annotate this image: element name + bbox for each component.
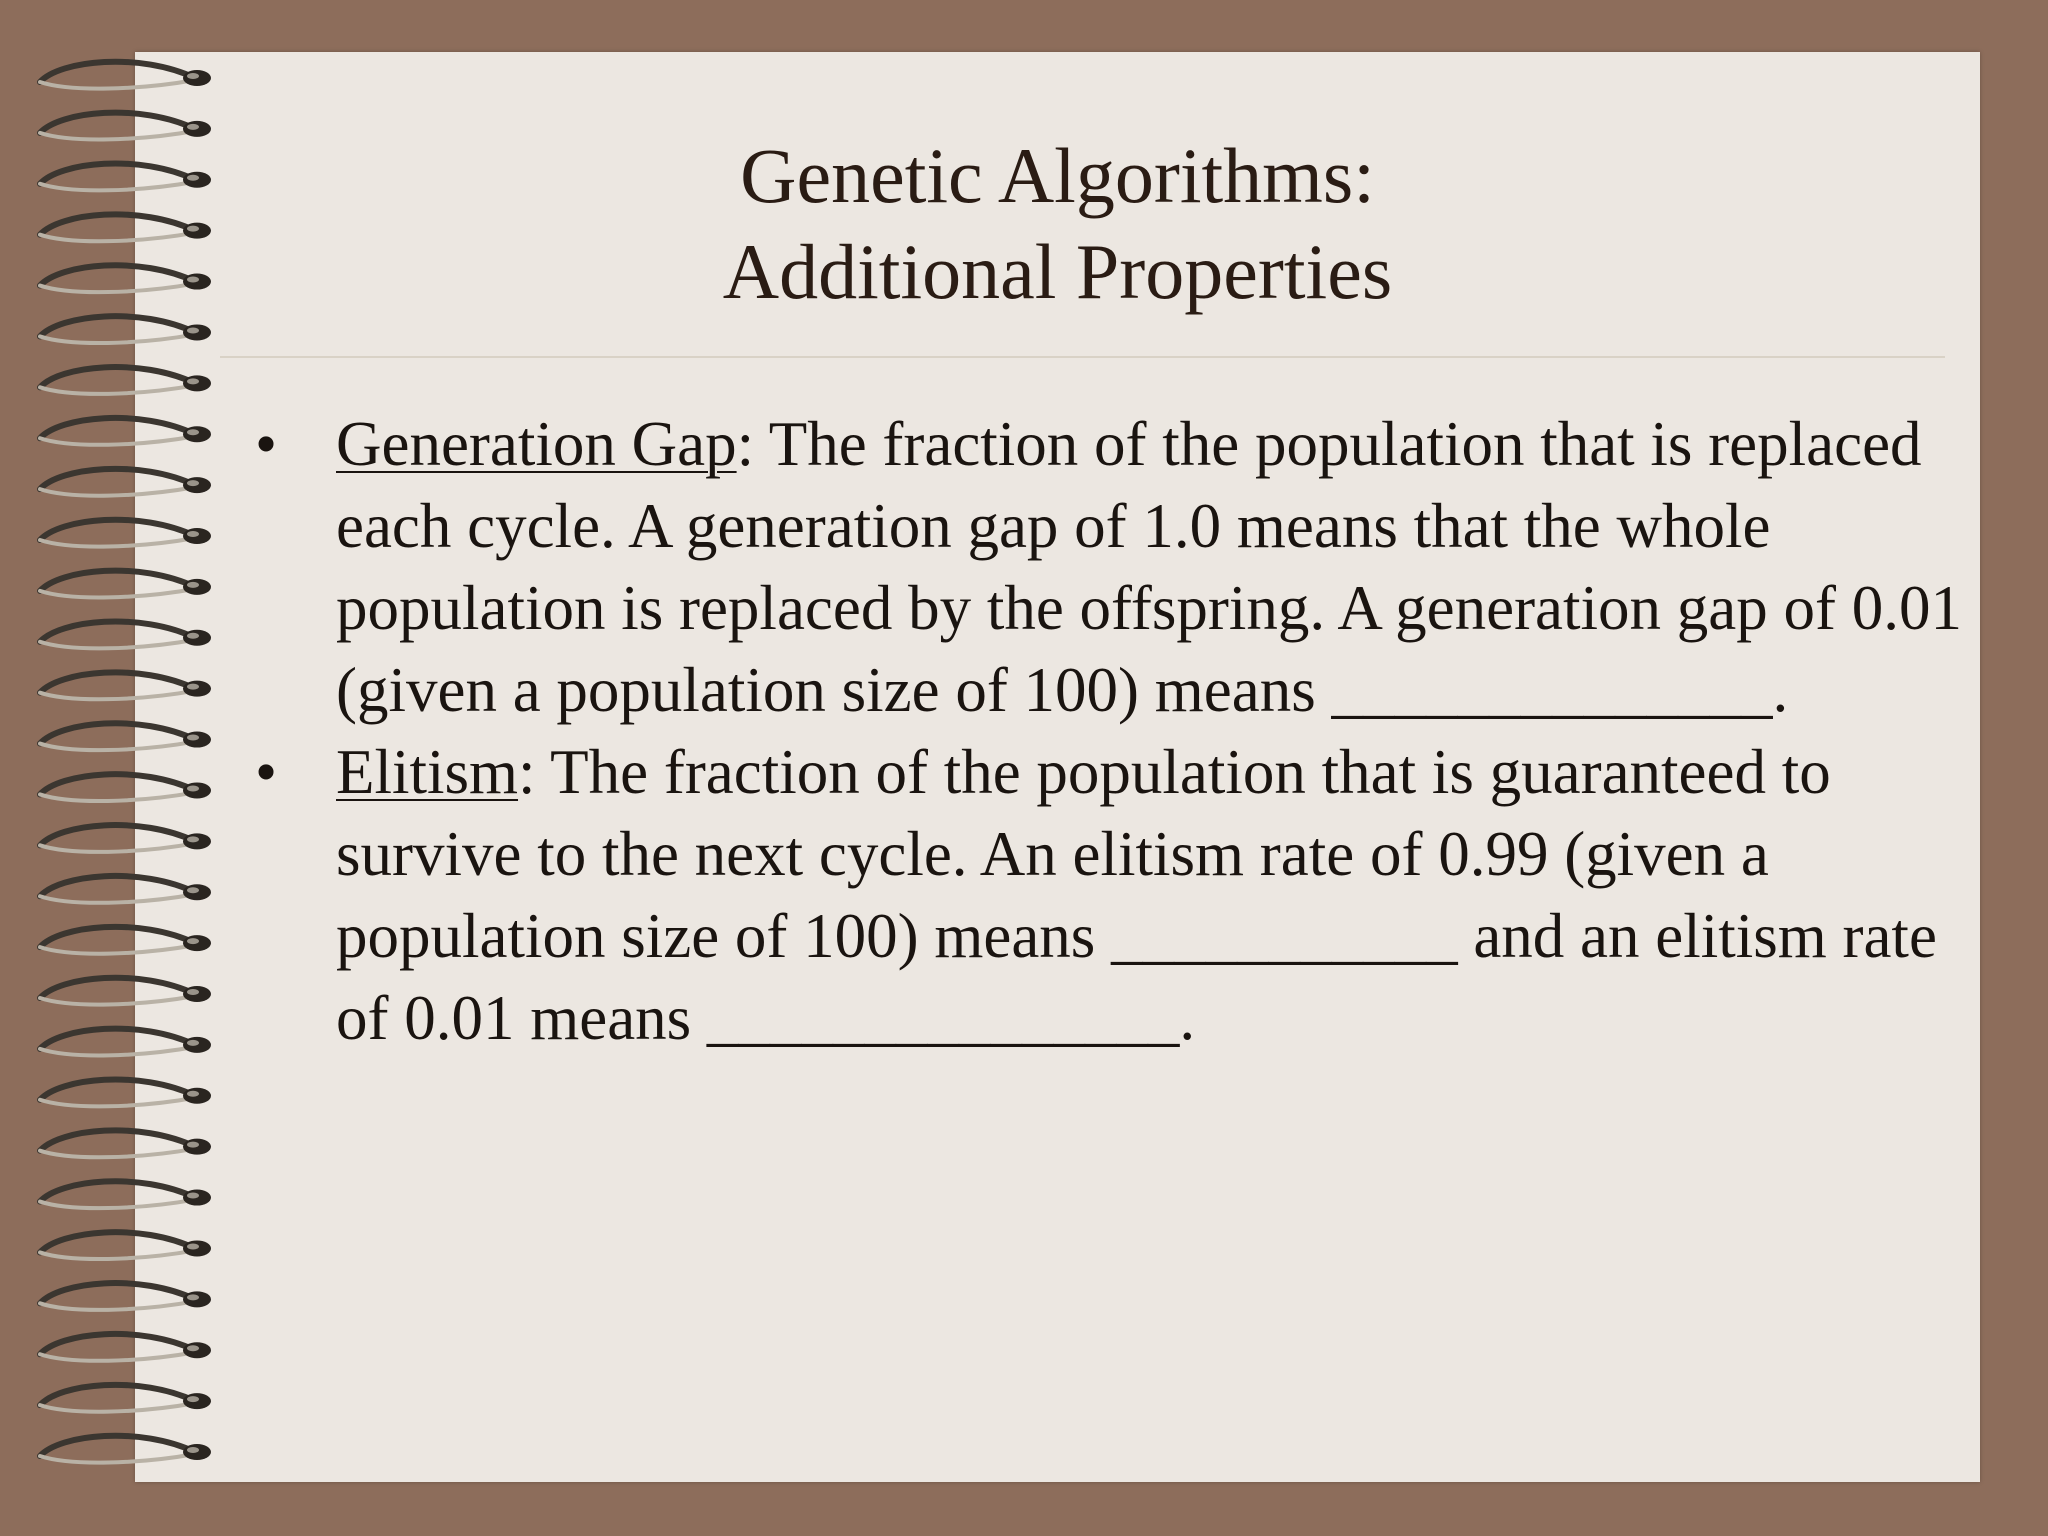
title-line-2: Additional Properties (722, 228, 1393, 315)
spiral-ring-icon (40, 672, 211, 699)
definition-elitism: : The fraction of the population that is guaranteed to survive to the next cycle. An elitism rate of 0.99 (given a population size of 100) means ___________ and an elitism rate of 0.01 means _______________. (336, 737, 1937, 1053)
spiral-ring-icon (40, 367, 211, 394)
bullet-generation-gap (255, 403, 1965, 731)
bullet-marker: • (255, 737, 278, 807)
title-line-1: Genetic Algorithms: (740, 132, 1375, 219)
spiral-ring-icon (40, 876, 211, 903)
spiral-ring-icon (40, 469, 211, 496)
spiral-ring-icon (40, 1130, 211, 1157)
spiral-ring-icon (40, 62, 211, 89)
spiral-ring-icon (40, 927, 211, 954)
bullet-marker: • (255, 409, 278, 479)
bullet-elitism (255, 731, 1965, 1059)
title-divider (220, 356, 1945, 358)
spiral-ring-icon (40, 571, 211, 598)
spiral-ring-icon (40, 1080, 211, 1107)
spiral-ring-icon (40, 316, 211, 343)
spiral-ring-icon (40, 1283, 211, 1310)
spiral-ring-icon (40, 1181, 211, 1208)
spiral-ring-icon (40, 1334, 211, 1361)
term-elitism: Elitism (336, 737, 519, 807)
term-generation-gap: Generation Gap (336, 409, 737, 479)
spiral-ring-icon (40, 825, 211, 852)
spiral-ring-icon (40, 418, 211, 445)
spiral-ring-icon (40, 622, 211, 649)
spiral-ring-icon (40, 723, 211, 750)
spiral-ring-icon (40, 1385, 211, 1412)
bullet-list (255, 403, 1965, 1059)
spiral-ring-icon (40, 520, 211, 547)
spiral-ring-icon (40, 1029, 211, 1056)
spiral-ring-icon (40, 1436, 211, 1463)
slide-title (135, 128, 1980, 320)
definition-generation-gap: : The fraction of the population that is replaced each cycle. A generation gap of 1.0 means that the whole population is replaced by the offspring. A generation gap of 0.01 (given a population size of 100) means ______________. (336, 409, 1962, 725)
spiral-ring-icon (40, 774, 211, 801)
spiral-ring-icon (40, 1232, 211, 1259)
spiral-ring-icon (40, 978, 211, 1005)
